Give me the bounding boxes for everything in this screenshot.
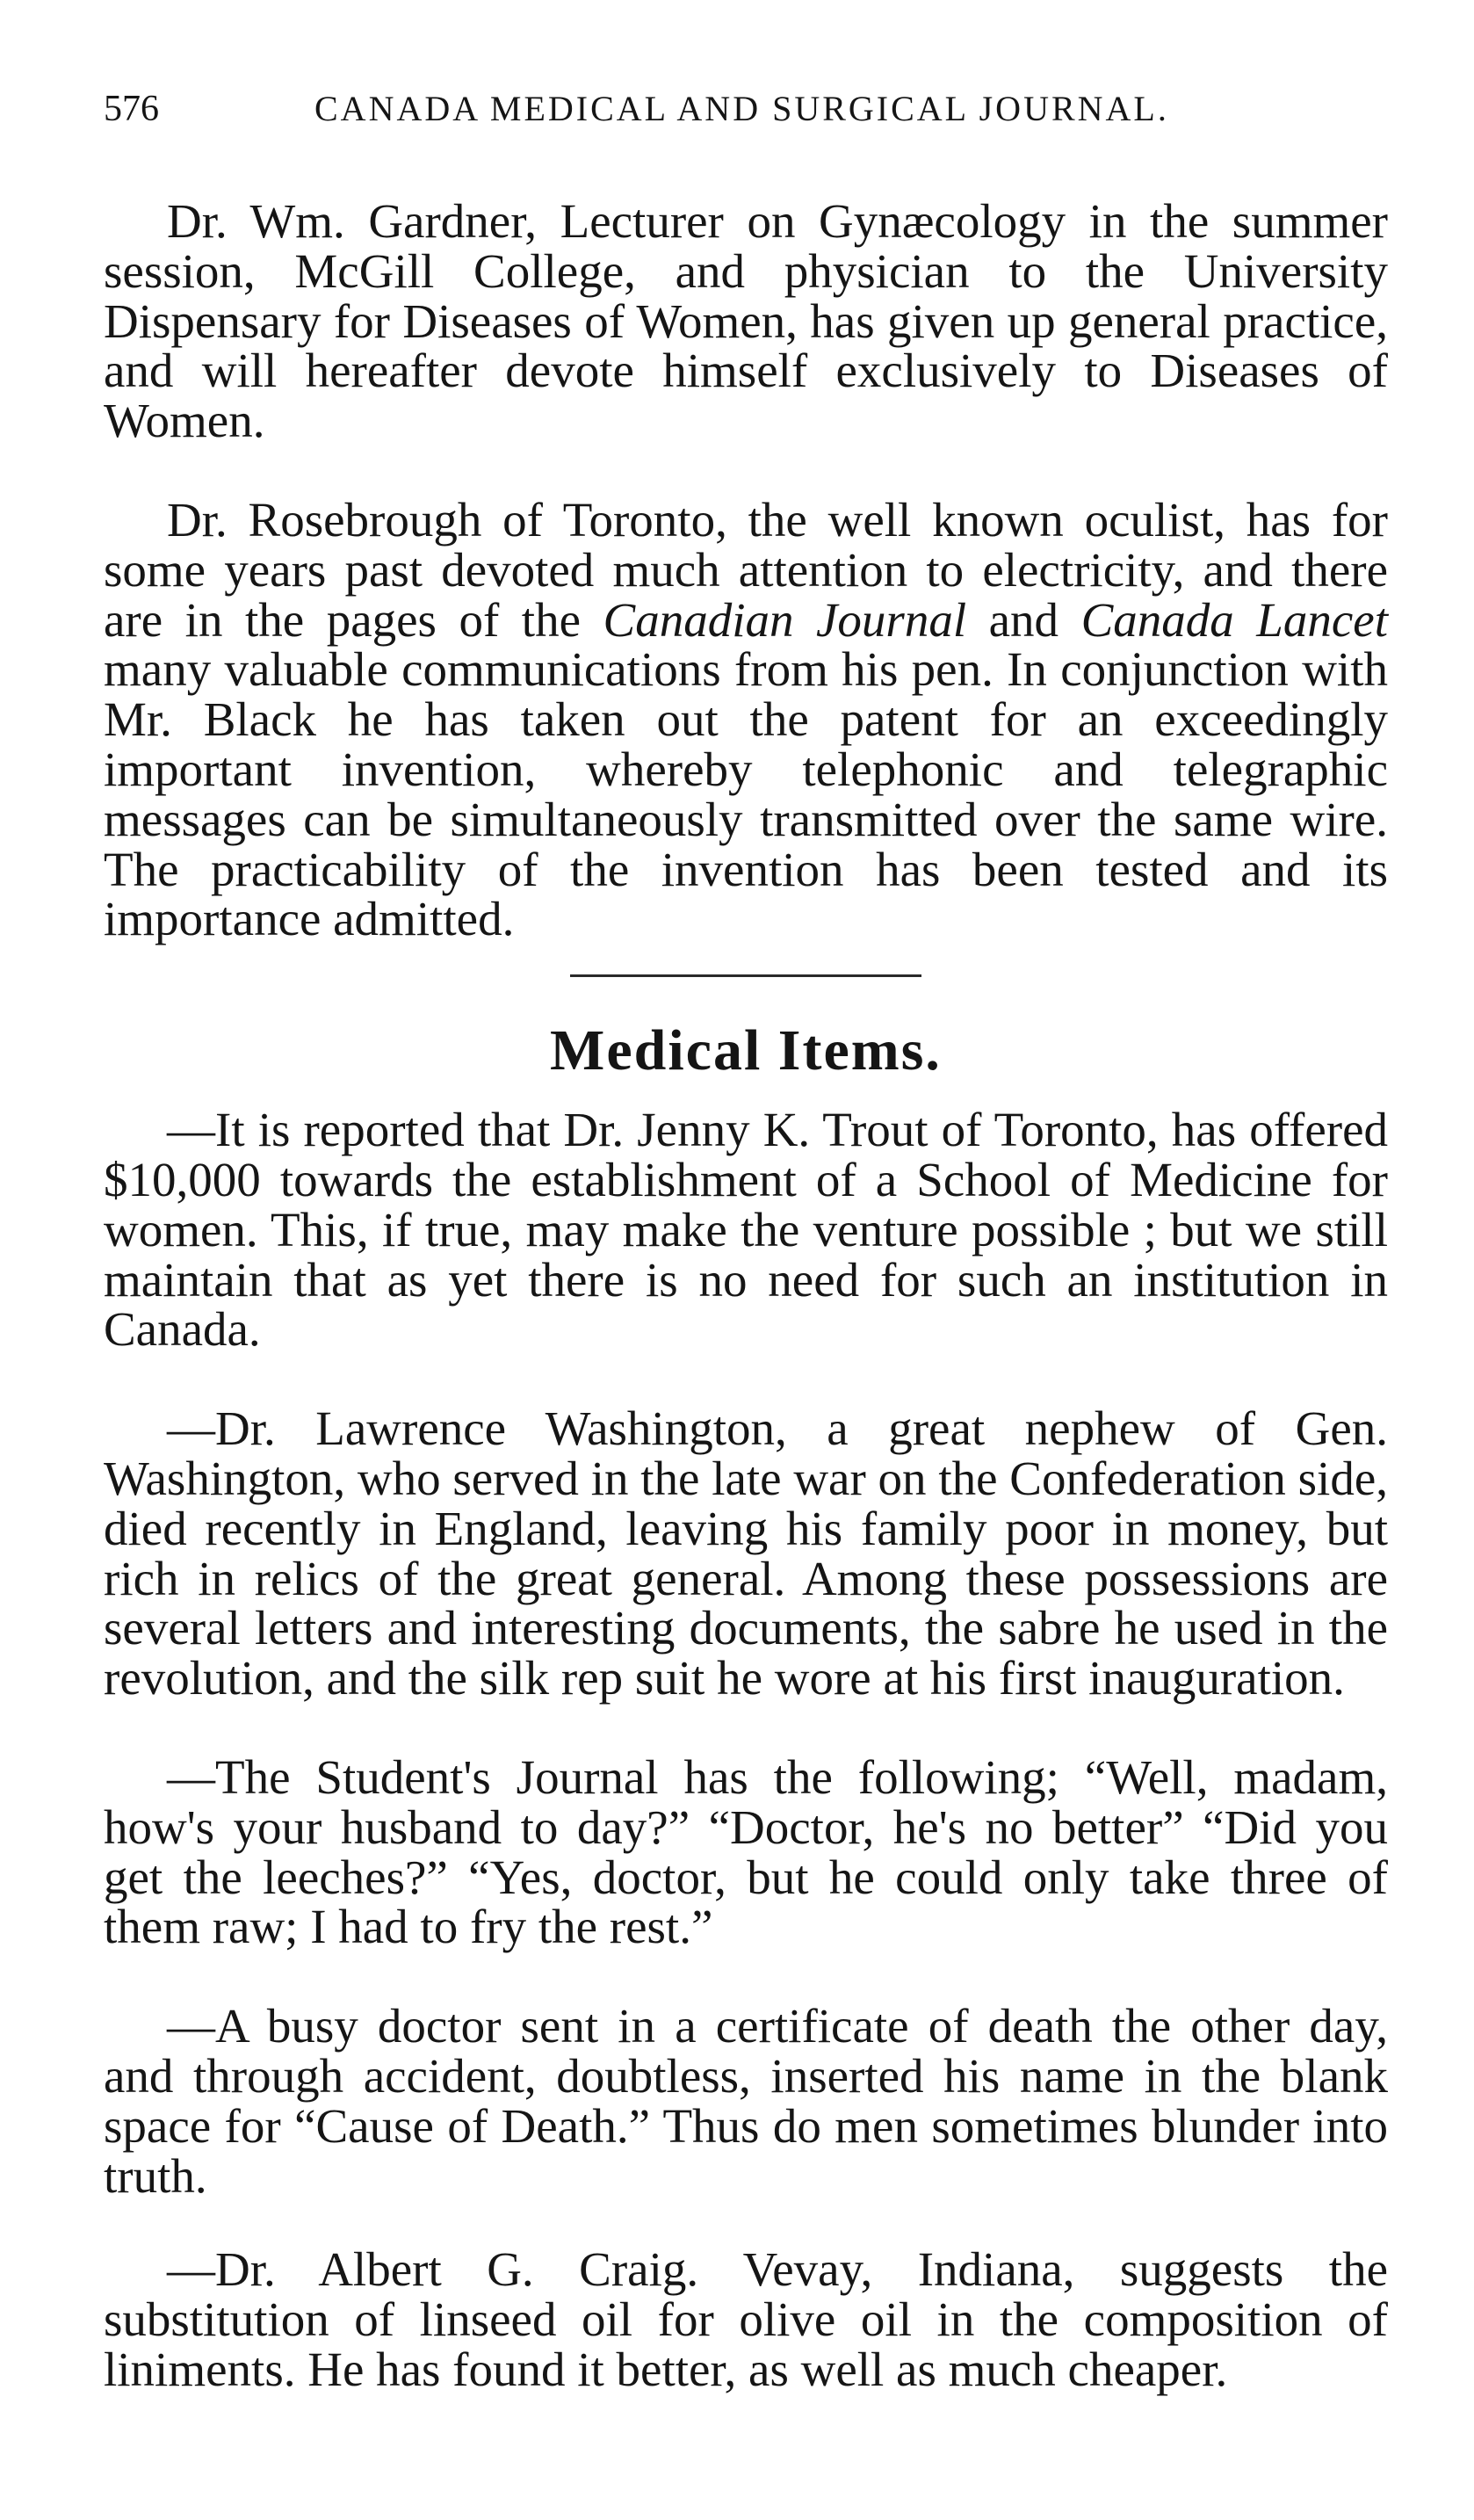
news-item-washington: —Dr. Lawrence Washington, a great nephew of Gen. Washington, who served in the late war on the Confederation side, died recently in England, leaving his family poor in money, but rich in relics of the great general. Among these possessions are several letters and interesting documents, the sabre he used in the revolution, and the silk rep suit he wore at his first inauguration.	[104, 1401, 1388, 1705]
news-item-certificate: —A busy doctor sent in a certificate of death the other day, and through accident, doubtless, inserted his name in the blank space for “Cause of Death.” Thus do men sometimes blunder into truth.	[104, 1999, 1388, 2203]
journal-title: CANADA MEDICAL AND SURGICAL JOURNAL.	[314, 89, 1169, 128]
rosebrough-and: and	[966, 592, 1081, 647]
rosebrough-text-1: Dr. Rosebrough of Toronto, the well known oculist, has for some years past devoted much attention to electricity, and there are in the pages of the	[104, 492, 1388, 647]
canada-lancet-title: Canada Lancet	[1080, 592, 1388, 647]
section-divider	[570, 974, 921, 977]
rosebrough-text-2: many valuable communications from his pen. In conjunction with Mr. Black he has taken out the patent for an exceedingly important invention, whereby telephonic and telegraphic messages can be simultaneously transmitted over the same wire. The practicability of the invention has been tested and its importance admitted.	[104, 642, 1388, 946]
gardner-paragraph: Dr. Wm. Gardner, Lecturer on Gynæcology in the summer session, McGill College, and physician to the University Dispensary for Diseases of Women, has given up general practice, and will hereafter devote himself exclusively to Diseases of Women.	[104, 194, 1388, 448]
journal-page	[104, 88, 1388, 2395]
section-heading: Medical Items.	[550, 1018, 942, 1083]
canadian-journal-title: Canadian Journal	[603, 592, 967, 647]
page-number: 576	[104, 89, 159, 129]
news-item-trout: —It is reported that Dr. Jenny K. Trout of Toronto, has offered $10,000 towards the establishment of a School of Medicine for women. This, if true, may make the venture possible ; but we still maintain that as yet there is no need for such an institution in Canada.	[104, 1103, 1388, 1357]
running-head	[104, 88, 1388, 142]
news-item-students-journal: —The Student's Journal has the following; “Well, madam, how's your husband to day?” “Doctor, he's no better” “Did you get the leeches?” “Yes, doctor, but he could only take three of them raw; I had to fry the rest.”	[104, 1749, 1388, 1954]
news-item-craig: —Dr. Albert G. Craig. Vevay, Indiana, suggests the substitution of linseed oil for olive oil in the composition of liniments. He has found it better, as well as much cheaper.	[104, 2242, 1388, 2396]
rosebrough-paragraph	[104, 492, 1388, 946]
